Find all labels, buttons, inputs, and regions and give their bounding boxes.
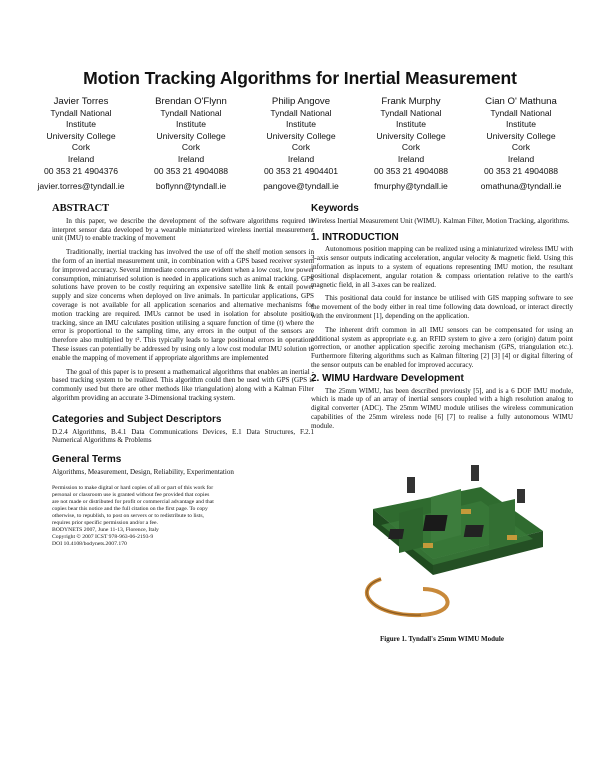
permission-line: requires prior specific permission and/or a fee. <box>52 519 158 526</box>
author-affiliation: Ireland <box>397 153 425 164</box>
author-affiliation: Institute <box>175 119 207 130</box>
author-affiliation: Institute <box>285 119 317 130</box>
permission-line: are not made or distributed for profit or commercial advantage and that <box>52 498 214 505</box>
abstract-paragraph: In this paper, we describe the development of the software algorithms required to interpret sensor data developed by a wearable miniaturized wireless inertial measurement unit (IMU) to enable tracking of movement <box>52 216 314 243</box>
author-affiliation: University College <box>376 130 446 141</box>
author-affiliation: Ireland <box>67 153 95 164</box>
author-affiliation: Tyndall National <box>50 107 112 118</box>
intro-paragraph: The inherent drift common in all IMU sensors can be compensated for using an additional system as appropriate e.g. an RFID system to give a zero (origin) datum point correction, or another application specific zeroing mechanism (GPS, triangulation etc.). Furthermore filtering algorithms such as Kalman filtering [2] [3] [4] or digital filtering of the sensor outputs can be enabled for improved accuracy. <box>311 325 573 369</box>
author-name: Javier Torres <box>53 96 109 107</box>
author-name: Cian O' Mathuna <box>485 96 557 107</box>
left-column <box>52 205 314 548</box>
author-name: Philip Angove <box>271 96 331 107</box>
author-affiliation: Ireland <box>507 153 535 164</box>
author-email[interactable]: javier.torres@tyndall.ie <box>37 181 125 192</box>
author-affiliation: University College <box>156 130 226 141</box>
author-phone: 00 353 21 4904088 <box>373 165 449 176</box>
author-email[interactable]: omathuna@tyndall.ie <box>480 181 562 192</box>
right-column <box>311 203 573 644</box>
intro-paragraph: Autonomous position mapping can be realized using a miniaturized wireless IMU with 3-axis sensor outputs indicating acceleration, angular velocity & magnetic field. Using this information as inputs to a system of equations representing IMU motion, the resultant positional displacement, angular rotation & compass orientation relative to the earth's magnetic field, in all 3-axes can be realized. <box>311 245 573 289</box>
author-affiliation: University College <box>46 130 116 141</box>
author-affiliation: Institute <box>65 119 97 130</box>
general-terms-heading: General Terms <box>52 454 122 466</box>
author-affiliation: Tyndall National <box>380 107 442 118</box>
abstract-heading: ABSTRACT <box>52 203 110 214</box>
author-email[interactable]: boflynn@tyndall.ie <box>155 181 227 192</box>
author-affiliation: Ireland <box>287 153 315 164</box>
author-2 <box>248 96 354 193</box>
wimu-paragraph: The 25mm WIMU, has been described previously [5], and is a 6 DOF IMU module, which is made up of an array of inertial sensors coupled with a high resolution analog to digital converter (ADC). The 25mm WIMU module utilises the wireless communication capabilities of the 25mm wireless node [6] [7] to realise a fully autonomous WIMU module. <box>311 386 573 430</box>
permission-line: otherwise, to republish, to post on servers or to redistribute to lists, <box>52 512 204 519</box>
keywords-text: Wireless Inertial Measurement Unit (WIMU). Kalman Filter, Motion Tracking, algorithms. <box>311 216 570 225</box>
author-affiliation: University College <box>486 130 556 141</box>
author-affiliation: Cork <box>401 142 421 153</box>
author-3 <box>358 96 464 193</box>
permission-line: copies bear this notice and the full citation on the first page. To copy <box>52 505 208 512</box>
author-phone: 00 353 21 4904401 <box>263 165 339 176</box>
intro-paragraph: This positional data could for instance be utilised with GIS mapping software to see the movement of the body either in real time following data download, or interact directly with the environment [1], depending on the application. <box>311 294 573 320</box>
wimu-heading: 2. WIMU Hardware Development <box>311 372 464 384</box>
wimu-module-photo <box>311 439 573 629</box>
intro-heading: 1. INTRODUCTION <box>311 231 399 243</box>
author-phone: 00 353 21 4904088 <box>153 165 229 176</box>
author-affiliation: Tyndall National <box>490 107 552 118</box>
keywords-heading: Keywords <box>311 203 359 214</box>
abstract-paragraph: The goal of this paper is to present a mathematical algorithms that enables an inertial -based tracking system to be realized. This algorithm could then be used with GPS (GPS is commonly used but there are other methods like triangulation) along with a Kalman Filter algorithm providing an accurate 3-Dimensional tracking system. <box>52 367 314 402</box>
author-phone: 00 353 21 4904088 <box>483 165 559 176</box>
author-affiliation: University College <box>266 130 336 141</box>
permission-line: DOI 10.4108/bodynets.2007.170 <box>52 540 127 547</box>
author-name: Frank Murphy <box>381 96 441 107</box>
categories-text: D.2.4 Algorithms, B.4.1 Data Communications Devices, E.1 Data Structures, F.2.1 Numerical Algorithms & Problems <box>52 427 314 445</box>
permission-line: Copyright © 2007 ICST 978-963-06-2193-9 <box>52 533 154 540</box>
permission-notice <box>52 485 227 548</box>
general-terms-text: Algorithms, Measurement, Design, Reliability, Experimentation <box>52 467 234 476</box>
author-name: Brendan O'Flynn <box>155 96 227 107</box>
author-affiliation: Institute <box>505 119 537 130</box>
author-affiliation: Tyndall National <box>160 107 222 118</box>
author-affiliation: Institute <box>395 119 427 130</box>
author-email[interactable]: pangove@tyndall.ie <box>263 181 339 192</box>
author-affiliation: Tyndall National <box>270 107 332 118</box>
author-phone: 00 353 21 4904376 <box>43 165 119 176</box>
author-affiliation: Cork <box>291 142 311 153</box>
author-affiliation: Cork <box>71 142 91 153</box>
permission-line: Permission to make digital or hard copies of all or part of this work for <box>52 484 214 491</box>
abstract-paragraph: Traditionally, inertial tracking has involved the use of off the shelf motion sensors in the form of an inertial measurement unit, in combination with a GPS based receiver system for improved accuracy. Several immediate concerns are evident when a low cost, low power consumption, miniaturised solution is needed in applications such as animal tracking. GPS solutions have proven to be costly requiring an expensive satellite link & entail power supply and size concerns when deployed on live animals. In particular applications, GPS coverage is not available for all application scenarios and alternative mechanisms for motion tracking are required. IMUs cannot be used in isolation for absolute position tracking, since an IMU calculates position utilising a square function of time (t) where the error is proportional to the sampling time, any errors in the output of the sensors are therefore also multiplied by t². This typically leads to large positional errors in operation: These issues can potentially be addressed by using only a low cost modular IMU solution to enable the mapping of movement if appropriate algorithms are implemented <box>52 248 314 362</box>
figure-caption: Figure 1. Tyndall's 25mm WIMU Module <box>380 635 504 644</box>
author-1 <box>138 96 244 193</box>
permission-line: personal or classroom use is granted without fee provided that copies <box>52 491 210 498</box>
author-0 <box>28 96 134 193</box>
author-4 <box>468 96 574 193</box>
wimu-module-figure <box>311 439 573 644</box>
author-affiliation: Ireland <box>177 153 205 164</box>
author-block <box>28 96 574 193</box>
author-email[interactable]: fmurphy@tyndall.ie <box>374 181 448 192</box>
paper-title: Motion Tracking Algorithms for Inertial Measurement <box>83 68 517 88</box>
author-affiliation: Cork <box>181 142 201 153</box>
categories-heading: Categories and Subject Descriptors <box>52 413 222 425</box>
author-affiliation: Cork <box>511 142 531 153</box>
permission-line: BODYNETS 2007, June 11-13, Florence, Italy <box>52 526 159 533</box>
